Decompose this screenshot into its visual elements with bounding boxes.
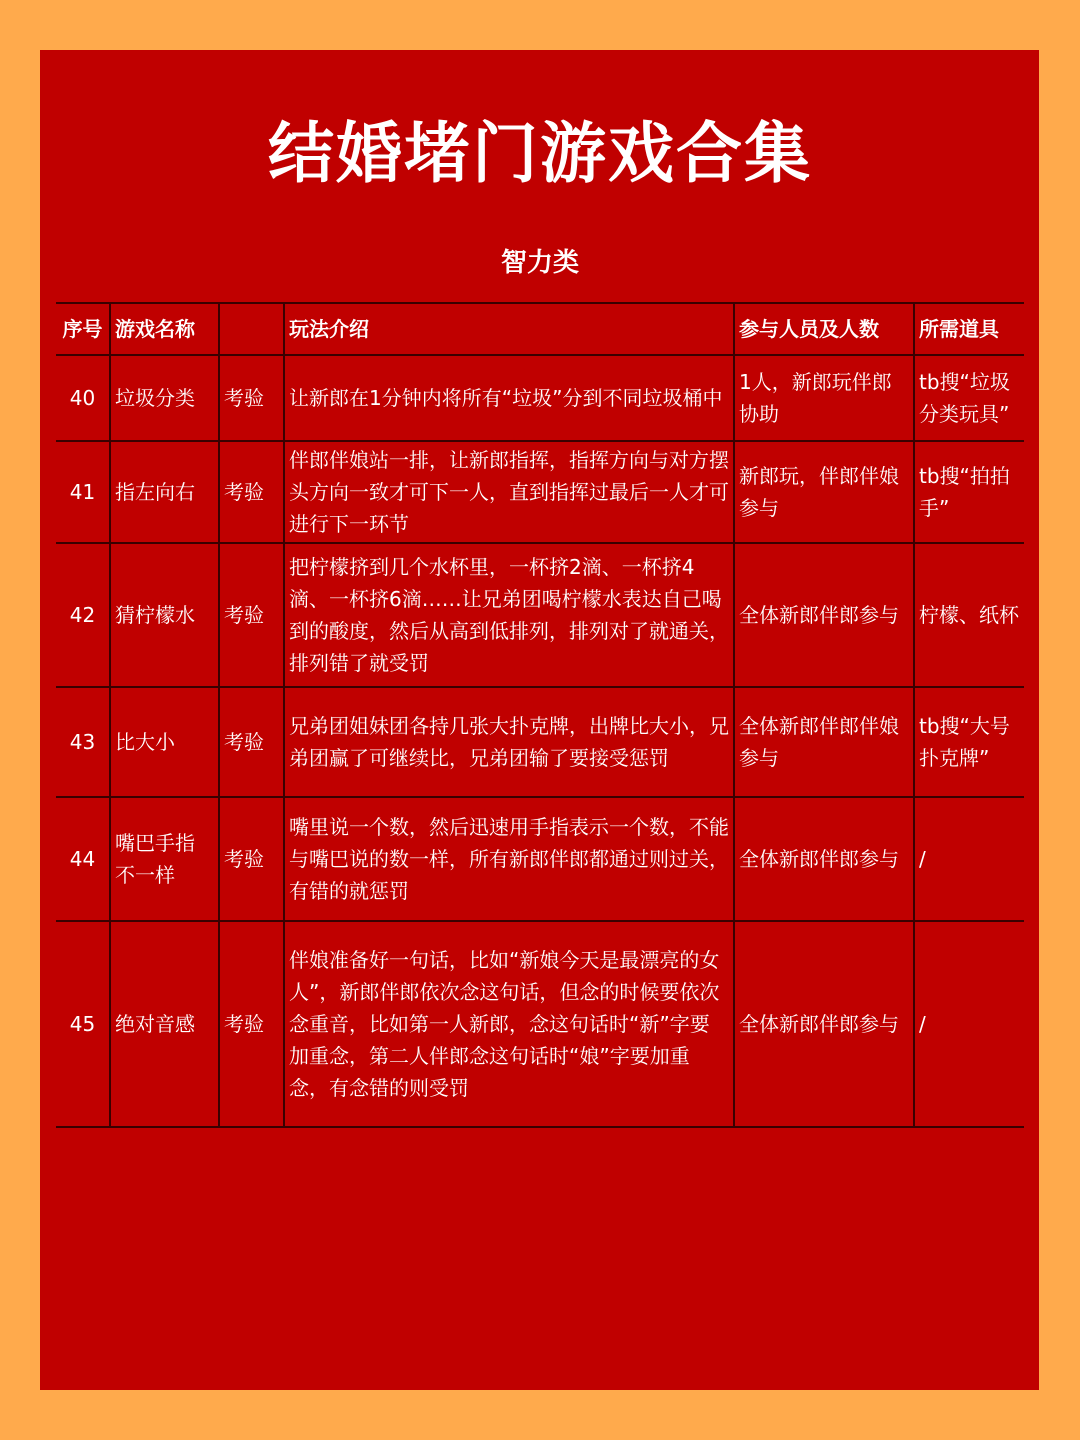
row-num: 45 <box>56 921 110 1127</box>
row-participants: 全体新郎伴郎参与 <box>734 543 914 687</box>
games-table <box>56 302 1024 1128</box>
row-props: / <box>914 921 1024 1127</box>
row-type: 考验 <box>219 797 284 921</box>
row-rules: 伴娘准备好一句话，比如“新娘今天是最漂亮的女人”，新郎伴郎依次念这句话，但念的时候要依次念重音，比如第一人新郎，念这句话时“新”字要加重念，第二人伴郎念这句话时“娘”字要加重念，有念错的则受罚 <box>284 921 734 1127</box>
row-props: / <box>914 797 1024 921</box>
row-props: 柠檬、纸杯 <box>914 543 1024 687</box>
row-type: 考验 <box>219 543 284 687</box>
row-num: 41 <box>56 441 110 543</box>
table-row <box>56 921 1024 1127</box>
header-name: 游戏名称 <box>110 303 219 355</box>
row-rules: 伴郎伴娘站一排，让新郎指挥，指挥方向与对方摆头方向一致才可下一人，直到指挥过最后一人才可进行下一环节 <box>284 441 734 543</box>
row-rules: 嘴里说一个数，然后迅速用手指表示一个数，不能与嘴巴说的数一样，所有新郎伴郎都通过则过关，有错的就惩罚 <box>284 797 734 921</box>
table-row <box>56 687 1024 797</box>
row-props: tb搜“垃圾分类玩具” <box>914 355 1024 441</box>
row-name: 指左向右 <box>110 441 219 543</box>
header-type <box>219 303 284 355</box>
row-name: 比大小 <box>110 687 219 797</box>
row-participants: 全体新郎伴郎伴娘参与 <box>734 687 914 797</box>
page-title: 结婚堵门游戏合集 <box>268 114 812 192</box>
header-participants: 参与人员及人数 <box>734 303 914 355</box>
row-type: 考验 <box>219 921 284 1127</box>
row-rules: 让新郎在1分钟内将所有“垃圾”分到不同垃圾桶中 <box>284 355 734 441</box>
row-type: 考验 <box>219 687 284 797</box>
section-subtitle: 智力类 <box>500 248 579 278</box>
row-name: 嘴巴手指不一样 <box>110 797 219 921</box>
row-type: 考验 <box>219 355 284 441</box>
table-row <box>56 797 1024 921</box>
row-num: 44 <box>56 797 110 921</box>
row-num: 43 <box>56 687 110 797</box>
row-participants: 全体新郎伴郎参与 <box>734 921 914 1127</box>
row-name: 猜柠檬水 <box>110 543 219 687</box>
row-type: 考验 <box>219 441 284 543</box>
row-name: 绝对音感 <box>110 921 219 1127</box>
row-participants: 全体新郎伴郎参与 <box>734 797 914 921</box>
row-props: tb搜“拍拍手” <box>914 441 1024 543</box>
row-num: 42 <box>56 543 110 687</box>
header-props: 所需道具 <box>914 303 1024 355</box>
row-rules: 兄弟团姐妹团各持几张大扑克牌，出牌比大小，兄弟团赢了可继续比，兄弟团输了要接受惩罚 <box>284 687 734 797</box>
row-participants: 1人，新郎玩伴郎协助 <box>734 355 914 441</box>
table-row <box>56 543 1024 687</box>
row-name: 垃圾分类 <box>110 355 219 441</box>
header-num: 序号 <box>56 303 110 355</box>
table-row <box>56 441 1024 543</box>
table-row <box>56 355 1024 441</box>
row-rules: 把柠檬挤到几个水杯里，一杯挤2滴、一杯挤4滴、一杯挤6滴……让兄弟团喝柠檬水表达自己喝到的酸度，然后从高到低排列，排列对了就通关，排列错了就受罚 <box>284 543 734 687</box>
row-num: 40 <box>56 355 110 441</box>
row-props: tb搜“大号扑克牌” <box>914 687 1024 797</box>
table-header-row <box>56 303 1024 355</box>
header-rules: 玩法介绍 <box>284 303 734 355</box>
row-participants: 新郎玩，伴郎伴娘参与 <box>734 441 914 543</box>
